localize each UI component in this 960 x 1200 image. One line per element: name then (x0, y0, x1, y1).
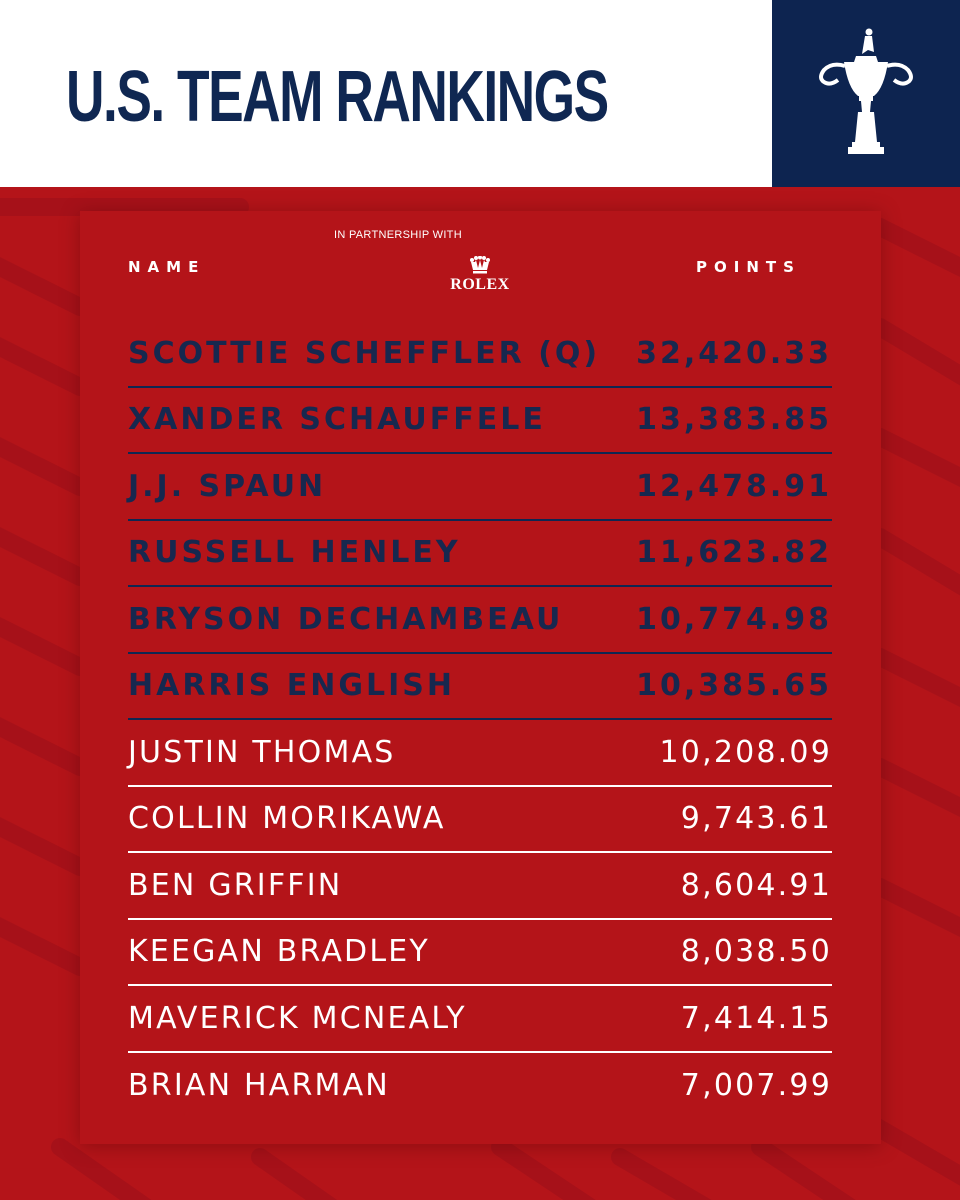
player-name: HARRIS ENGLISH (128, 668, 455, 704)
player-points: 7,007.99 (680, 1068, 832, 1104)
player-name: BRYSON DECHAMBEAU (128, 601, 564, 637)
ranking-row (128, 1053, 832, 1120)
player-points: 10,774.98 (636, 601, 832, 637)
player-name: SCOTTIE SCHEFFLER (Q) (128, 335, 601, 371)
ranking-row (128, 853, 832, 920)
rankings-list (128, 321, 832, 1119)
player-points: 8,038.50 (680, 934, 832, 970)
ryder-cup-trophy-icon (818, 26, 914, 160)
player-points: 9,743.61 (680, 801, 832, 837)
player-name: BRIAN HARMAN (128, 1068, 390, 1104)
column-header-points: POINTS (696, 258, 801, 276)
page-title: U.S. TEAM RANKINGS (66, 57, 608, 137)
player-name: JUSTIN THOMAS (128, 734, 396, 770)
rolex-logo (441, 256, 519, 294)
ranking-row (128, 321, 832, 388)
trophy-badge (772, 0, 960, 187)
player-points: 10,208.09 (659, 734, 832, 770)
ranking-row (128, 587, 832, 654)
player-points: 32,420.33 (636, 335, 832, 371)
player-points: 7,414.15 (680, 1000, 832, 1036)
ranking-row (128, 787, 832, 854)
player-points: 10,385.65 (636, 668, 832, 704)
ranking-row (128, 521, 832, 588)
player-name: COLLIN MORIKAWA (128, 801, 446, 837)
partnership-label: IN PARTNERSHIP WITH (334, 229, 462, 241)
player-name: J.J. SPAUN (128, 468, 327, 504)
player-name: MAVERICK MCNEALY (128, 1000, 467, 1036)
ranking-row (128, 654, 832, 721)
ranking-row (128, 720, 832, 787)
sponsor-name: ROLEX (450, 276, 510, 293)
player-name: XANDER SCHAUFFELE (128, 402, 546, 438)
player-name: KEEGAN BRADLEY (128, 934, 430, 970)
ranking-row (128, 388, 832, 455)
ranking-row (128, 454, 832, 521)
header-bar (0, 0, 772, 187)
rolex-crown-icon (469, 256, 491, 274)
player-points: 11,623.82 (636, 535, 832, 571)
ranking-row (128, 920, 832, 987)
player-name: RUSSELL HENLEY (128, 535, 461, 571)
player-points: 12,478.91 (636, 468, 832, 504)
column-header-name: NAME (128, 258, 206, 276)
player-points: 13,383.85 (636, 402, 832, 438)
player-name: BEN GRIFFIN (128, 867, 343, 903)
ranking-row (128, 986, 832, 1053)
player-points: 8,604.91 (680, 867, 832, 903)
